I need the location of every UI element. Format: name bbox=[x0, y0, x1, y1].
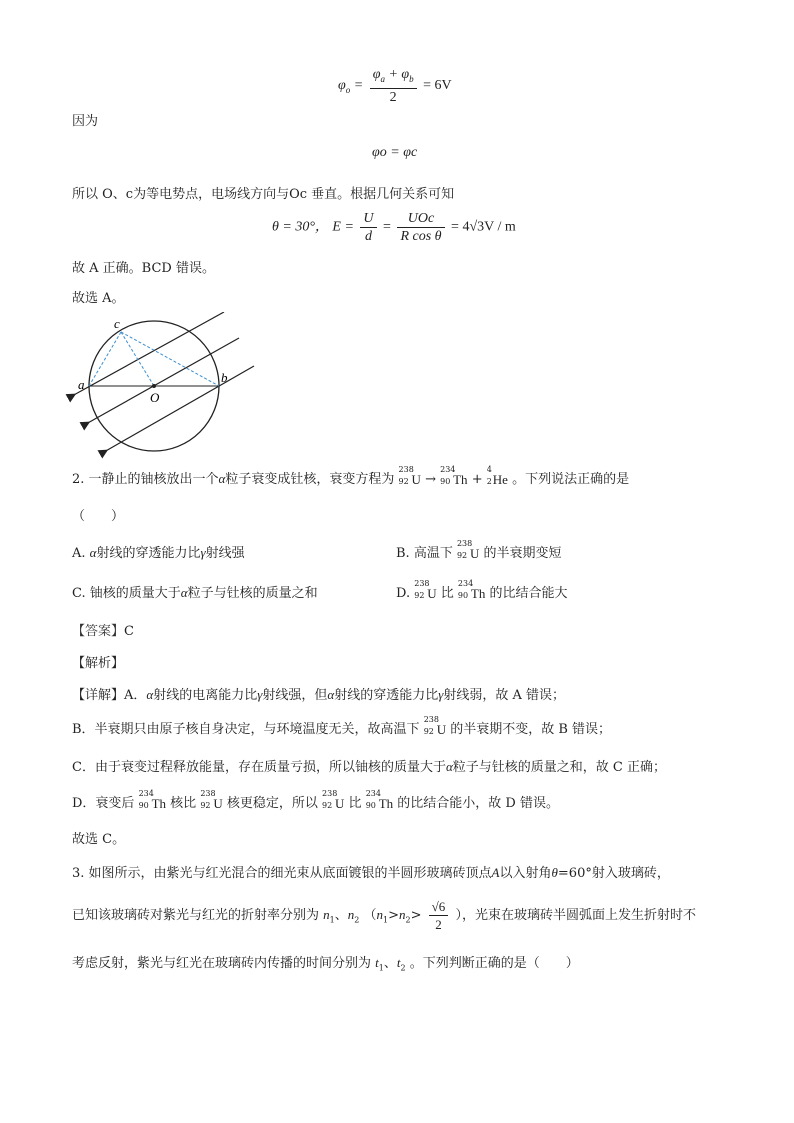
label-o: O bbox=[150, 390, 160, 405]
equation-field-strength: θ = 30°， E = $\frac{U}{d}$ = $\frac{\text{UOc}}{\text{R cos θ}}$ = 4√3V / m bbox=[272, 211, 516, 244]
q2-detail-b: B．半衰期只由原子核自身决定，与环境温度无关，故高温下 238 92 U 的半衰期不变，故 B 错误； bbox=[72, 714, 612, 737]
equation-phi-o: $\varphi_o$ = $\frac{\varphi_a + \varphi_b}{2}$ = 6V bbox=[338, 67, 452, 105]
q2-stem: 2. 一静止的铀核放出一个α粒子衰变成钍核，衰变方程为 238 92 U → 234 90 Th + 4 2 He 。下列说法正确的是 bbox=[72, 464, 630, 487]
q2-detail-c: C．由于衰变过程释放能量，存在质量亏损，所以铀核的质量大于α粒子与钍核的质量之和，故 C 正确； bbox=[72, 759, 666, 775]
field-line-1 bbox=[72, 312, 224, 396]
q2-option-a[interactable]: A. α射线的穿透能力比γ射线强 bbox=[72, 545, 245, 561]
q2-option-b[interactable]: B. 高温下 238 92 U 的半衰期变短 bbox=[396, 538, 562, 561]
dashed-cb bbox=[121, 332, 219, 386]
text-because: 因为 bbox=[72, 114, 99, 129]
text-line2: 故 A 正确。BCD 错误。 bbox=[72, 261, 215, 276]
dashed-co bbox=[121, 332, 154, 386]
field-line-2 bbox=[86, 338, 239, 424]
q2-choose: 故选 C。 bbox=[72, 832, 126, 847]
field-line-3 bbox=[104, 366, 254, 452]
circle-field-diagram bbox=[64, 312, 264, 462]
center-point bbox=[152, 384, 156, 388]
equation-phi-equal: φo = φc bbox=[372, 145, 418, 160]
q3-line1: 3. 如图所示，由紫光与红光混合的细光束从底面镀银的半圆形玻璃砖顶点A以入射角θ=60°射入玻璃砖， bbox=[72, 865, 670, 881]
text-line1: 所以 O、c为等电势点，电场线方向与Oc 垂直。根据几何关系可知 bbox=[72, 187, 455, 202]
q2-option-d[interactable]: D. 238 92 U 比 234 90 Th 的比结合能大 bbox=[396, 578, 568, 601]
text-line3: 故选 A。 bbox=[72, 291, 125, 306]
q3-line3: 考虑反射，紫光与红光在玻璃砖内传播的时间分别为 $t_1$、$t_2$ 。下列判断正确的是（ ） bbox=[72, 955, 579, 973]
label-c: c bbox=[114, 316, 120, 331]
q2-detail-a: 【详解】A．α射线的电离能力比γ射线强，但α射线的穿透能力比γ射线弱，故 A 错误； bbox=[72, 687, 566, 703]
q2-option-c[interactable]: C. 铀核的质量大于α粒子与钍核的质量之和 bbox=[72, 585, 318, 601]
q2-answer: 【答案】C bbox=[72, 624, 134, 639]
q2-detail-d: D．衰变后 234 90 Th 核比 238 92 U 核更稳定，所以 238 92 U 比 234 90 Th 的比结合能小，故 D 错误。 bbox=[72, 788, 559, 811]
q2-analysis-tag: 【解析】 bbox=[72, 656, 125, 671]
label-b: b bbox=[221, 370, 228, 385]
label-a: a bbox=[78, 377, 85, 392]
q3-line2: 已知该玻璃砖对紫光与红光的折射率分别为 $n_1$、$n_2$ （$n_1>n_2>$ $\frac{√6}{2}$ ），光束在玻璃砖半圆弧面上发生折射时不 bbox=[72, 899, 696, 932]
q2-paren: （ ） bbox=[72, 509, 125, 524]
